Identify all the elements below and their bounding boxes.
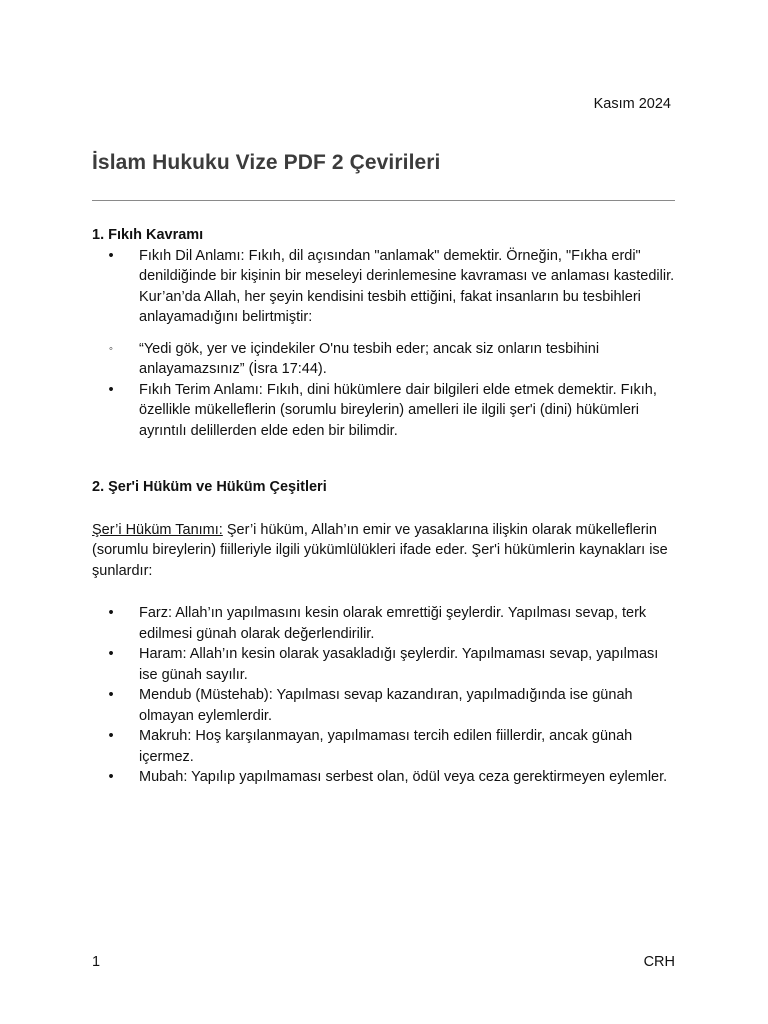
bullet-icon: • bbox=[108, 769, 114, 785]
definition-paragraph bbox=[92, 520, 677, 582]
list-item bbox=[92, 603, 677, 644]
definition-label: Şer’i Hüküm Tanımı: bbox=[92, 521, 223, 538]
list-item-text: Farz: Allah’ın yapılmasını kesin olarak emrettiği şeylerdir. Yapılması sevap, terk edilmesi günah olarak değerlendirilir. bbox=[139, 605, 647, 642]
list-item-text: Fıkıh Terim Anlamı: Fıkıh, dini hükümlere dair bilgileri elde etmek demektir. Fıkıh, özellikle mükelleflerin (sorumlu bireylerin) amelleri ile ilgili şer'i (dini) hükümleri ayrıntılı delillerden elde eden bir bilimdir. bbox=[139, 381, 657, 439]
list-item bbox=[92, 726, 677, 767]
list-item-text: Haram: Allah’ın kesin olarak yasakladığı şeylerdir. Yapılmaması sevap, yapılması ise günah sayılır. bbox=[139, 646, 659, 683]
bullet-icon: • bbox=[108, 646, 114, 662]
bullet-icon: • bbox=[108, 381, 114, 398]
page-number: 1 bbox=[92, 954, 101, 970]
document-date: Kasım 2024 bbox=[593, 96, 671, 112]
list-item-text: Fıkıh Dil Anlamı: Fıkıh, dil açısından "anlamak" demektir. Örneğin, "Fıkha erdi" denildiğinde bir kişinin bir meseleyi derinlemesine kavraması ve anlaması kastedilir. Kur’an’da Allah, her şeyin kendisini tesbih ettiğini, fakat insanların bu tesbihleri anlayamadığını belirtmiştir: bbox=[139, 247, 675, 325]
footer-author: CRH bbox=[643, 954, 675, 970]
section-1-heading: 1. Fıkıh Kavramı bbox=[92, 227, 204, 243]
list-item-text: Mendub (Müstehab): Yapılması sevap kazandıran, yapılmadığında ise günah olmayan eylemlerdir. bbox=[139, 687, 633, 724]
definition-text: Şer’i hüküm, Allah’ın emir ve yasaklarına ilişkin olarak mükelleflerin (sorumlu bireylerin) fiilleriyle ilgili yükümlülükleri ifade eder. Şer'i hükümlerin kaynakları ise şunlardır: bbox=[92, 521, 668, 579]
list-item bbox=[92, 246, 677, 328]
section-2-list bbox=[92, 603, 677, 788]
document-title: İslam Hukuku Vize PDF 2 Çevirileri bbox=[92, 151, 441, 174]
document-body bbox=[92, 225, 677, 788]
bullet-icon: • bbox=[108, 605, 114, 621]
section-2-heading: 2. Şer'i Hüküm ve Hüküm Çeşitleri bbox=[92, 479, 327, 495]
list-item bbox=[92, 767, 677, 788]
list-item-text: Makruh: Hoş karşılanmayan, yapılmaması tercih edilen fiillerdir, ancak günah içermez. bbox=[139, 728, 633, 765]
list-item bbox=[92, 339, 677, 380]
list-item-text: “Yedi gök, yer ve içindekiler O'nu tesbih eder; ancak siz onların tesbihini anlayamazsınız” (İsra 17:44). bbox=[139, 340, 600, 377]
list-item bbox=[92, 685, 677, 726]
list-item-text: Mubah: Yapılıp yapılmaması serbest olan, ödül veya ceza gerektirmeyen eylemler. bbox=[139, 769, 668, 785]
bullet-icon: • bbox=[108, 687, 114, 703]
bullet-icon: • bbox=[108, 247, 114, 264]
section-1-list bbox=[92, 246, 677, 442]
hollow-bullet-icon: ◦ bbox=[109, 342, 113, 355]
list-item bbox=[92, 644, 677, 685]
bullet-icon: • bbox=[108, 728, 114, 744]
title-divider bbox=[92, 200, 675, 201]
list-item bbox=[92, 380, 677, 442]
